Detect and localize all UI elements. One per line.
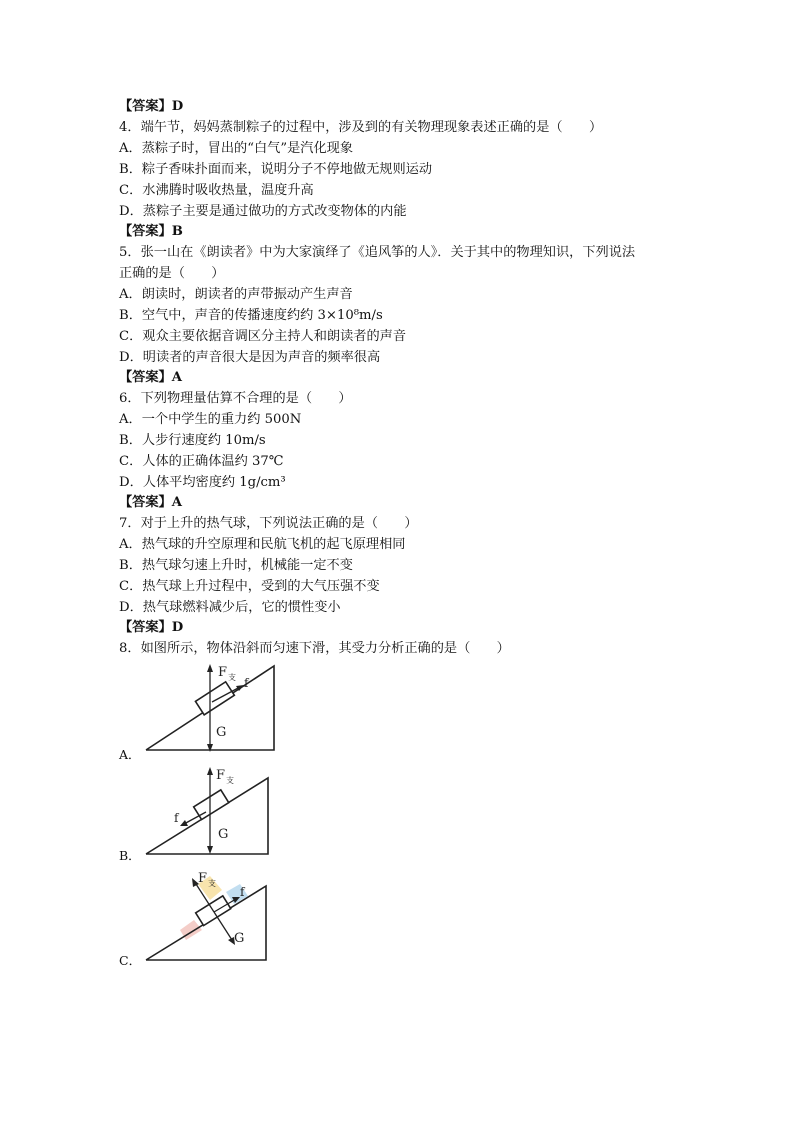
q6-option-a: A．一个中学生的重力约 500N	[119, 412, 302, 427]
q7-option-c: C．热气球上升过程中，受到的大气压强不变	[119, 579, 380, 594]
figure-a-label: A．	[119, 747, 141, 762]
answer-7: 【答案】D	[119, 620, 184, 635]
answer-5: 【答案】A	[119, 370, 182, 385]
q6-option-d: D．人体平均密度约 1g/cm³	[119, 475, 286, 490]
answer-3: 【答案】D	[119, 99, 184, 114]
fig-a-force-f: f	[244, 676, 249, 690]
q7-option-b: B．热气球匀速上升时，机械能一定不变	[119, 558, 353, 573]
fig-a-force-sub: 支	[228, 673, 236, 682]
question-8: 8．如图所示，物体沿斜而匀速下滑，其受力分析正确的是（ ）	[119, 641, 510, 656]
q6-option-b: B．人步行速度约 10m/s	[119, 433, 266, 448]
fig-c-force-sub: 支	[208, 879, 216, 888]
q7-option-a: A．热气球的升空原理和民航飞机的起飞原理相同	[119, 537, 406, 552]
fig-c-force-F: F	[198, 871, 208, 886]
q4-option-b: B．粽子香味扑面而来，说明分子不停地做无规则运动	[119, 162, 433, 177]
fig-c-force-G: G	[234, 931, 245, 946]
fig-a-force-G: G	[216, 725, 227, 740]
q4-option-d: D．蒸粽子主要是通过做功的方式改变物体的内能	[119, 204, 407, 219]
fig-b-force-G: G	[218, 827, 229, 842]
q6-option-c: C．人体的正确体温约 37℃	[119, 454, 284, 469]
fig-b-force-F: F	[216, 768, 226, 783]
answer-4: 【答案】B	[119, 224, 183, 239]
q4-option-a: A．蒸粽子时，冒出的“白气”是汽化现象	[119, 141, 354, 156]
fig-b-force-f: f	[174, 811, 179, 825]
q5-option-c: C．观众主要依据音调区分主持人和朗读者的声音	[119, 329, 407, 344]
figure-c-incline	[140, 866, 275, 964]
figure-b-label: B．	[119, 848, 141, 863]
question-5-line2: 正确的是（ ）	[119, 266, 225, 281]
figure-b-incline	[140, 762, 275, 858]
q5-option-a: A．朗读时，朗读者的声带振动产生声音	[119, 287, 353, 302]
fig-c-force-f: f	[240, 885, 245, 899]
q7-option-d: D．热气球燃料减少后，它的惯性变小	[119, 600, 341, 615]
fig-a-force-F: F	[218, 665, 228, 680]
question-5-line1: 5．张一山在《朗读者》中为大家演绎了《追风筝的人》．关于其中的物理知识，下列说法	[119, 245, 636, 260]
figure-a-incline	[140, 660, 280, 754]
q5-option-b: B．空气中，声音的传播速度约约 3×10⁸m/s	[119, 308, 383, 323]
q5-option-d: D．明读者的声音很大是因为声音的频率很高	[119, 350, 381, 365]
figure-c-label: C．	[119, 953, 142, 968]
question-6: 6．下列物理量估算不合理的是（ ）	[119, 391, 352, 406]
question-4: 4．端午节，妈妈蒸制粽子的过程中，涉及到的有关物理现象表述正确的是（ ）	[119, 120, 603, 135]
question-7: 7．对于上升的热气球，下列说法正确的是（ ）	[119, 516, 418, 531]
answer-6: 【答案】A	[119, 495, 182, 510]
fig-b-force-sub: 支	[226, 776, 234, 785]
q4-option-c: C．水沸腾时吸收热量，温度升高	[119, 183, 314, 198]
